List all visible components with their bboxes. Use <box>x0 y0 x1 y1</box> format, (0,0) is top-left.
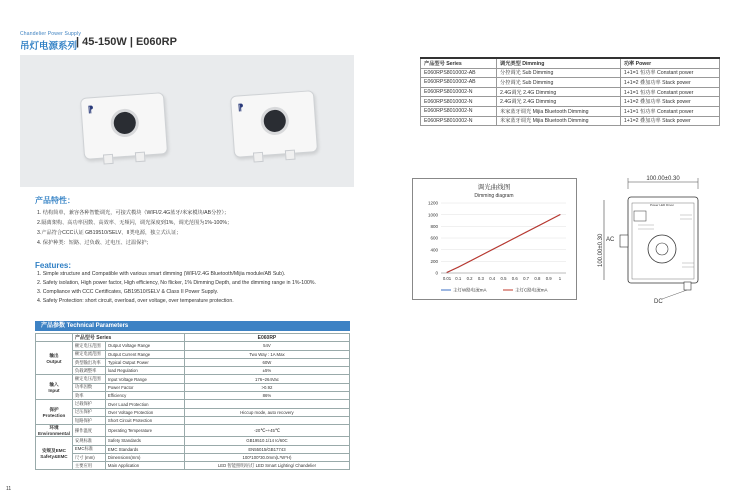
params-section-title: 产品参数 Technical Parameters <box>35 321 350 331</box>
params-en-cell: Input Voltage Range <box>105 375 184 383</box>
params-cn-cell: 过压保护 <box>72 408 105 416</box>
page-number: 11 <box>6 486 12 492</box>
params-cn-cell: 额定电压范围 <box>72 375 105 383</box>
table-cell: E060RPS8010002-N <box>421 106 497 116</box>
params-header-model: E060RP <box>184 334 349 342</box>
params-en-cell: Output Voltage Range <box>105 342 184 350</box>
height-label: 100.00±0.30 <box>598 233 604 267</box>
y-tick-label: 1000 <box>427 212 438 218</box>
table-cell: 1+1=2 叠加功率 Stack power <box>620 97 719 107</box>
x-tick-label: 1 <box>558 276 562 281</box>
table-row <box>36 342 350 350</box>
params-en-cell: Over Voltage Protection <box>105 408 184 416</box>
x-tick-label: 0.7 <box>523 276 530 281</box>
params-cn-cell: 主要应用 <box>72 462 105 470</box>
params-val-cell: GB19510.1/14 Ic/60C <box>184 437 349 445</box>
brand-logo-icon: ⁋ <box>237 102 244 113</box>
params-en-cell: EMC Standards <box>105 445 184 453</box>
table-cell: 1+1=2 叠加功率 Stack power <box>620 116 719 126</box>
feature-en-item: 3. Compliance with CCC Certificates, GB19510/SELV & Class II Power Supply. <box>37 289 219 295</box>
x-tick-label: 0.8 <box>534 276 541 281</box>
params-en-cell: Typical Output Power <box>105 358 184 366</box>
params-val-cell <box>184 400 349 408</box>
table-row <box>421 68 720 78</box>
params-val-cell: 86% <box>184 392 349 400</box>
table-row <box>36 416 350 424</box>
y-tick-label: 0 <box>435 270 438 276</box>
params-val-cell: ±5% <box>184 367 349 375</box>
table-row <box>36 350 350 358</box>
series-table <box>420 57 720 126</box>
params-cn-cell: 典型输出功率 <box>72 358 105 366</box>
params-cn-cell: 效率 <box>72 392 105 400</box>
table-row <box>36 358 350 366</box>
table-cell: E060RPS8010002-AB <box>421 78 497 88</box>
params-val-cell: 54V <box>184 342 349 350</box>
table-row <box>421 116 720 126</box>
params-cn-cell: 短路保护 <box>72 416 105 424</box>
params-en-cell: Over Load Protection <box>105 400 184 408</box>
params-header-series: 产品型号 Series <box>72 334 184 342</box>
params-group-cell: 环境 Environmental <box>36 425 73 437</box>
params-en-cell: Main Application <box>105 462 184 470</box>
terminal-pin-icon <box>285 150 296 161</box>
terminal-pin-icon <box>135 152 146 163</box>
feature-cn-item: 1. 结构简单，兼容各种智能调光，可接式模块（WIFI/2.4G蓝牙/米家模块/AB分控）； <box>37 210 230 216</box>
table-cell: 米家蓝牙调光 Mijia Bluetooth Dimming <box>497 106 621 116</box>
legend-label: 主灯C路电流mA <box>515 287 548 293</box>
device-plate-text: Power LED Driver <box>650 203 675 207</box>
params-cn-cell: 尺寸 (mm) <box>72 453 105 461</box>
series-header-cell: 产品型号 Series <box>421 58 497 68</box>
table-row <box>421 78 720 88</box>
y-tick-label: 200 <box>430 258 438 264</box>
params-cn-cell: 负载调整率 <box>72 367 105 375</box>
params-en-cell: Dimensions(mm) <box>105 453 184 461</box>
table-row <box>421 87 720 97</box>
legend-label: 主灯W路电流mA <box>453 287 487 293</box>
table-row <box>36 425 350 437</box>
params-val-cell: EN55015/GB17743 <box>184 445 349 453</box>
table-row <box>36 453 350 461</box>
dc-leader-line <box>662 290 687 299</box>
table-row <box>36 392 350 400</box>
product-photo-right <box>230 90 318 158</box>
params-group-cell: 输出 Output <box>36 342 73 375</box>
x-tick-label: 0.6 <box>511 276 518 281</box>
params-en-cell: Short Circuit Protection <box>105 416 184 424</box>
x-tick-label: 0.01 <box>442 276 452 281</box>
title-cn: 吊灯电源系列 <box>20 41 78 52</box>
table-row <box>421 97 720 107</box>
series-point <box>503 243 504 244</box>
table-row <box>36 445 350 453</box>
table-cell <box>36 334 73 342</box>
params-val-cell: 60W <box>184 358 349 366</box>
table-cell: 1+1=1 恒功率 Constant power <box>620 87 719 97</box>
width-label: 100.00±0.30 <box>646 176 680 182</box>
series-point <box>469 261 470 262</box>
series-header-cell: 调光类型 Dimming <box>497 58 621 68</box>
params-table <box>35 333 350 470</box>
series-point <box>537 226 538 227</box>
table-row <box>36 437 350 445</box>
table-row <box>36 408 350 416</box>
y-tick-label: 1200 <box>427 200 438 206</box>
table-row <box>36 400 350 408</box>
series-point <box>492 249 493 250</box>
params-cn-cell: EMC标准 <box>72 445 105 453</box>
series-point <box>526 232 527 233</box>
params-group-cell: 输入 Input <box>36 375 73 400</box>
table-row <box>36 367 350 375</box>
feature-en-item: 1. Simple structure and Compatible with various smart dimming (WIFI/2.4G Bluetooth/Mijia module/AB Sub). <box>37 271 286 277</box>
series-point <box>447 272 448 273</box>
params-group-cell: 保护 Protection <box>36 400 73 425</box>
cable-hole-icon <box>260 106 290 136</box>
table-cell: E060RPS8010002-N <box>421 116 497 126</box>
series-point <box>480 255 481 256</box>
dimension-drawing <box>590 175 740 310</box>
params-cn-cell: 功率因数 <box>72 383 105 391</box>
x-tick-label: 0.9 <box>545 276 552 281</box>
params-en-cell: Efficiency <box>105 392 184 400</box>
table-cell: E060RPS8010002-AB <box>421 68 497 78</box>
table-cell: 1+1=1 恒功率 Constant power <box>620 106 719 116</box>
series-point <box>458 267 459 268</box>
x-tick-label: 0.4 <box>489 276 496 281</box>
product-photo-band <box>20 55 354 187</box>
params-cn-cell: 额定电流范围 <box>72 350 105 358</box>
params-en-cell: Output Current Range <box>105 350 184 358</box>
feature-cn-item: 4. 保护种类：短路、过负载、过电压、过温保护； <box>37 240 152 246</box>
features-cn-title: 产品特性： <box>35 196 75 205</box>
ac-label: AC <box>606 237 615 243</box>
params-cn-cell: 过载保护 <box>72 400 105 408</box>
params-en-cell: Power Factor <box>105 383 184 391</box>
dimming-chart <box>412 178 577 300</box>
chart-subtitle: Dimming diagram <box>474 193 514 199</box>
series-header-cell: 功率 Power <box>620 58 719 68</box>
series-kicker: Chandelier Power Supply <box>20 31 82 37</box>
params-cn-cell: 额定电压范围 <box>72 342 105 350</box>
table-row <box>36 383 350 391</box>
series-point <box>560 214 561 215</box>
x-tick-label: 0.5 <box>500 276 507 281</box>
table-cell: 2.4G调光 2.4G Dimming <box>497 97 621 107</box>
params-en-cell: Safety Standards <box>105 437 184 445</box>
table-cell: E060RPS8010002-N <box>421 87 497 97</box>
table-cell: E060RPS8010002-N <box>421 97 497 107</box>
ac-terminal-icon <box>620 235 628 247</box>
params-val-cell: -20℃~+45℃ <box>184 425 349 437</box>
params-en-cell: Operating Temperature <box>105 425 184 437</box>
feature-cn-item: 2.隔离架构、高功率因数、高效率、无频闪，调光深度到1%，调光范围为1%-100%； <box>37 220 233 226</box>
table-cell: 米家蓝牙调光 Mijia Bluetooth Dimming <box>497 116 621 126</box>
table-cell: 分控调光 Sub Dimming <box>497 68 621 78</box>
params-val-cell: Hiccup mode, auto recovery <box>184 408 349 416</box>
params-cn-cell: 安规标准 <box>72 437 105 445</box>
x-tick-label: 0.3 <box>477 276 484 281</box>
terminal-pin-icon <box>103 154 114 165</box>
dimming-chart-svg <box>413 179 576 299</box>
series-point <box>514 238 515 239</box>
cable-hole-icon <box>110 108 140 138</box>
series-point <box>548 220 549 221</box>
params-val-cell: >0.92 <box>184 383 349 391</box>
y-tick-label: 600 <box>430 235 438 241</box>
table-cell: 分控调光 Sub Dimming <box>497 78 621 88</box>
y-tick-label: 400 <box>430 247 438 253</box>
params-val-cell: LED 智能照明/吊灯 LED Smart Lighting/ Chandelier <box>184 462 349 470</box>
series-table-header <box>421 58 720 68</box>
params-val-cell: Two Way : 1A Max <box>184 350 349 358</box>
x-tick-label: 0.2 <box>466 276 473 281</box>
terminal-pin-icon <box>253 152 264 163</box>
params-val-cell <box>184 416 349 424</box>
features-en-title: Features: <box>35 261 72 270</box>
brand-logo-icon: ⁋ <box>87 104 94 115</box>
feature-cn-item: 3.产品符合CCC认证 GB19510/SELV、II类电源，独立式认证； <box>37 230 182 236</box>
params-group-cell: 安规及EMC Safety&EMC <box>36 437 73 470</box>
product-photo-left <box>80 92 168 160</box>
table-row <box>421 106 720 116</box>
dc-label: DC <box>654 299 663 305</box>
x-tick-label: 0.1 <box>455 276 462 281</box>
feature-en-item: 4. Safety Protection: short circuit, overload, over voltage, over temperature protection. <box>37 298 234 304</box>
params-cn-cell: 操作温度 <box>72 425 105 437</box>
table-cell: 2.4G调光 2.4G Dimming <box>497 87 621 97</box>
table-cell: 1+1=2 叠加功率 Stack power <box>620 78 719 88</box>
dc-terminal-icon <box>684 282 691 290</box>
y-tick-label: 800 <box>430 223 438 229</box>
table-cell: 1+1=1 恒功率 Constant power <box>620 68 719 78</box>
table-row <box>36 375 350 383</box>
table-row <box>36 462 350 470</box>
chart-title: 调光曲线图 <box>477 184 511 191</box>
cable-hole-inner-icon <box>656 243 668 255</box>
params-en-cell: load Regulation <box>105 367 184 375</box>
title-model: | 45-150W | E060RP <box>76 36 177 48</box>
params-val-cell: 100*100*30.0mm(L*W*H) <box>184 453 349 461</box>
params-val-cell: 176~264Vac <box>184 375 349 383</box>
feature-en-item: 2. Safety isolation, High power factor, High efficiency, No flicker, 1% Dimming Depth, and the dimming range in 1%-100%. <box>37 280 316 286</box>
params-header-row <box>36 334 350 342</box>
